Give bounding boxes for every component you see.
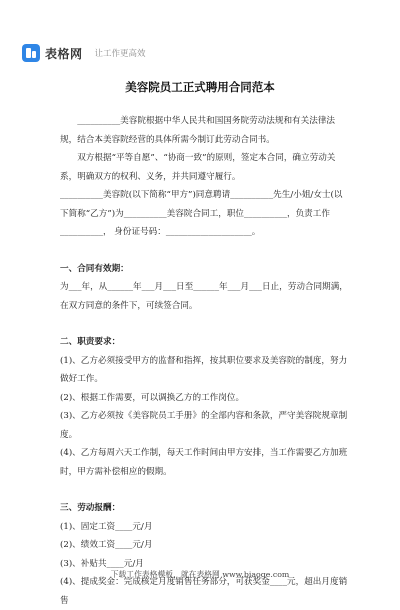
- list-item: (2)、绩效工资____元/月: [60, 540, 153, 550]
- list-item: (4)、提成奖金：完成核定月度销售任务部分，可获奖金____元，超出月度销售: [60, 577, 348, 606]
- list-item: (2)、根据工作需要，可以调换乙方的工作岗位。: [60, 392, 245, 403]
- list-item: (1)、固定工资____元/月: [60, 521, 153, 532]
- site-header: [22, 40, 146, 66]
- brand-name[interactable]: 表格网: [45, 46, 83, 61]
- section-heading-duties: 二、职责要求：: [60, 337, 121, 347]
- document-body: [60, 112, 350, 610]
- list-item: (3)、补贴共____元/月: [60, 558, 144, 569]
- document-title: 美容院员工正式聘用合同范本: [125, 80, 275, 94]
- section-heading-term: 一、合同有效期：: [60, 263, 129, 274]
- intro-paragraph: __________美容院根据中华人民共和国国务院劳动法规和有关法律法规，结合本美容院经营的具体所需今制订此劳动合同书。: [60, 116, 336, 145]
- intro-paragraph: 双方根据“平等自愿”、“协商一致”的原则，签定本合同，确立劳动关系，明确双方的权利、义务，并共同遵守履行。: [60, 153, 336, 182]
- list-item: (3)、乙方必须按《美容院员工手册》的全部内容和条款，严守美容院规章制度。: [60, 411, 348, 440]
- intro-paragraph: __________美容院(以下简称“甲方”)同意聘请__________先生/小姐/女士(以下简称“乙方”)为__________美容院合同工，职位__________，负责工作__________， 身份证号码：____________________。: [60, 190, 343, 237]
- section-heading-pay: 三、劳动报酬：: [60, 503, 121, 513]
- list-item: (4)、乙方每周六天工作制，每天工作时间由甲方安排，当工作需要乙方加班时，甲方需补偿相应的假期。: [60, 448, 348, 477]
- spreadsheet-logo-icon[interactable]: [22, 44, 40, 62]
- list-item: (1)、乙方必须接受甲方的监督和指挥，按其职位要求及美容院的制度，努力做好工作。: [60, 355, 348, 384]
- section-paragraph: 为___年，从______年___月___日至______年___月___日止，劳动合同期满，在双方同意的条件下，可续签合同。: [60, 282, 348, 311]
- page-footer: 下载工作表格模板，就在表格网 www.biaoge.com: [110, 570, 290, 579]
- brand-slogan: 让工作更高效: [94, 49, 146, 59]
